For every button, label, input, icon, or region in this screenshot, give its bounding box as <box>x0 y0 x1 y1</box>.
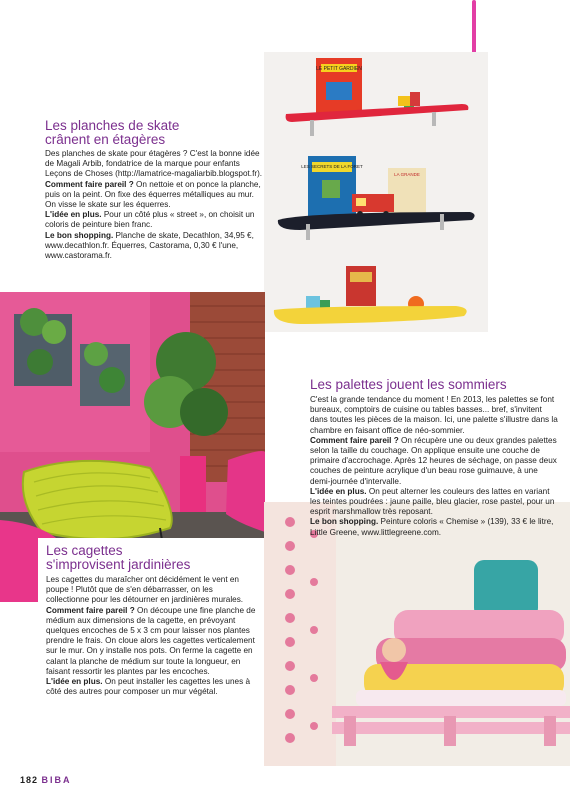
cagettes-title-line-2: s'improvisent jardinières <box>46 557 191 572</box>
skate-how-label: Comment faire pareil ? <box>45 179 134 189</box>
palettes-shop-label: Le bon shopping. <box>310 517 379 527</box>
pallet-bed-photo <box>264 502 570 766</box>
palettes-how-label: Comment faire pareil ? <box>310 435 399 445</box>
skate-title-line-1: Les planches de skate <box>45 118 180 133</box>
section-skate <box>45 119 267 261</box>
skate-idea-text: Pour un côté plus « street », on choisit un coloris de peinture bien franc. <box>45 210 255 230</box>
palettes-idea-label: L'idée en plus. <box>310 486 367 496</box>
palettes-idea-text: On peut alterner les couleurs des lattes en variant les teintes poudrées : jaune paille, bleu glacier, rose pastel, pour un esprit marshmallow très reposant. <box>310 486 555 517</box>
book-title-mid-right: LA GRANDE <box>394 172 420 177</box>
skate-shop-label: Le bon shopping. <box>45 230 114 240</box>
skate-how-text: On nettoie et on ponce la planche, puis on la peint. On fixe des équerres métalliques au mur. On visse le skate sur les équerres. <box>45 179 261 210</box>
book-title-mid-left: LES SECRETS DE LA FORET <box>301 164 363 169</box>
book-title-top: LE PETIT GARDIEN <box>316 66 362 72</box>
palettes-body <box>310 395 560 538</box>
pallet-bed-illustration <box>264 502 570 766</box>
skate-shelves-photo <box>264 52 488 332</box>
cagettes-title-line-1: Les cagettes <box>46 543 123 558</box>
palettes-intro: C'est la grande tendance du moment ! En 2013, les palettes se font bureaux, comptoirs de cuisine ou tables basses... bref, s'invitent dans toutes les pièces de la maison. Ici, une palette s'illustre dans la chambre en faisant office de néo-sommier. <box>310 395 558 435</box>
skate-shop-text: Planche de skate, Decathlon, 34,95 €, www.decathlon.fr. Équerres, Castorama, 0,30 € l'une, www.castorama.fr. <box>45 230 254 261</box>
section-cagettes <box>38 538 264 758</box>
skate-title-line-2: crânent en étagères <box>45 132 166 147</box>
skate-intro: Des planches de skate pour étagères ? C'est la bonne idée de Magali Arbib, fondatrice de la marque pour enfants Leçons de Choses (http://lamatrice-magaliarbib.blogspot.fr). <box>45 149 263 179</box>
page-footer <box>20 775 72 785</box>
skate-title <box>45 119 267 147</box>
cagettes-idea-text: On peut installer les cagettes les unes à côté des autres pour composer un mur végétal. <box>46 677 251 697</box>
palettes-shop-text: Peinture coloris « Chemise » (139), 33 € le litre, Little Greene, www.littlegreene.com. <box>310 517 554 537</box>
cagettes-intro: Les cagettes du maraîcher ont décidément le vent en poupe ! Plutôt que de s'en débarrasser, on les collectionne pour les détourner en jardinières murales. <box>46 575 244 605</box>
skate-body <box>45 149 267 261</box>
skate-shelves-illustration <box>264 52 488 332</box>
magazine-name: BIBA <box>41 775 72 785</box>
palettes-title: Les palettes jouent les sommiers <box>310 377 507 392</box>
cagettes-how-label: Comment faire pareil ? <box>46 605 135 615</box>
cagettes-title <box>38 538 264 572</box>
skate-idea-label: L'idée en plus. <box>45 210 102 220</box>
cagettes-body <box>46 575 258 697</box>
cagettes-idea-label: L'idée en plus. <box>46 677 103 687</box>
page-number: 182 <box>20 775 39 785</box>
section-palettes <box>310 378 560 538</box>
palettes-how-text: On récupère une ou deux grandes palettes selon la taille du couchage. On applique ensuite une couche de primaire d'accrochage. Après 12 heures de séchage, on passe deux couches de peinture acrylique d'un beau rose guimauve, à une demi-journée d'intervalle. <box>310 435 557 486</box>
cagettes-how-text: On découpe une fine planche de médium aux dimensions de la cagette, en prévoyant quelques encoches de 5 x 3 cm pour laisser nos plantes prendre le frais. On cloue alors les cagettes verticalement sur le mur. On y installe nos pots. On ferme la cagette en calant la planche de médium sur toute la longueur, en faisant ressortir les plantes par les encoches. <box>46 605 256 676</box>
